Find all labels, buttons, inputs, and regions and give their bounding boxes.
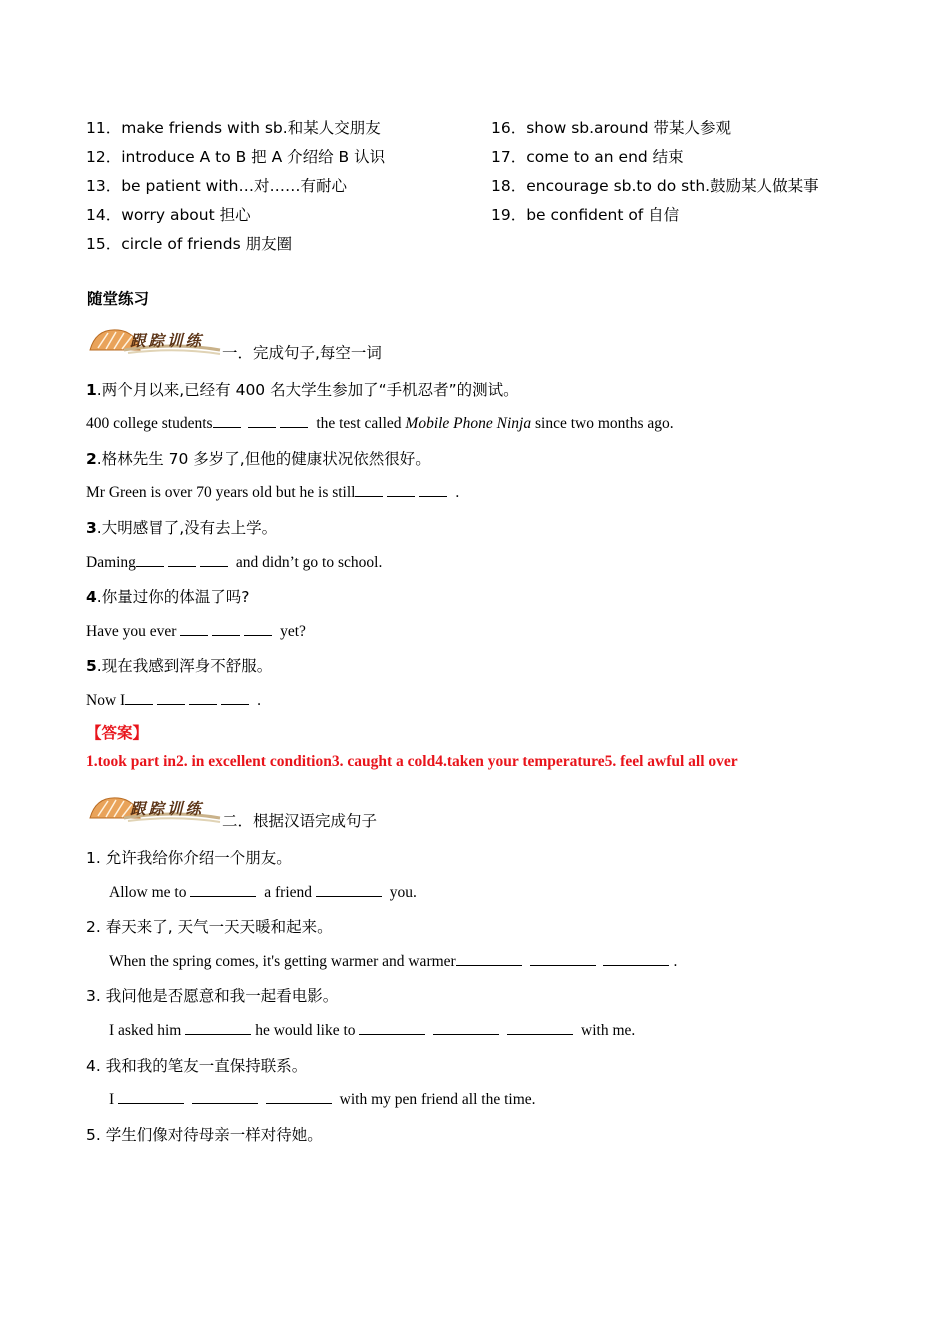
blank[interactable] bbox=[125, 690, 153, 705]
banner-graphic bbox=[84, 788, 224, 826]
blank[interactable] bbox=[212, 621, 240, 636]
q-number: 3 bbox=[86, 519, 97, 537]
blank[interactable] bbox=[244, 621, 272, 636]
vocab-left bbox=[86, 114, 385, 259]
q-text: .现在我感到浑身不舒服。 bbox=[96, 657, 273, 675]
q-number: 2 bbox=[86, 450, 97, 468]
blank[interactable] bbox=[136, 552, 164, 567]
answer-text: 1.took part in2. in excellent condition3. caught a cold4.taken your temperature5. feel awful all over bbox=[86, 753, 738, 770]
sentence-part: with my pen friend all the time. bbox=[339, 1091, 536, 1108]
blank[interactable] bbox=[530, 951, 596, 966]
sentence-part: the test called bbox=[316, 415, 402, 432]
blank[interactable] bbox=[280, 413, 308, 428]
blank[interactable] bbox=[189, 690, 217, 705]
sentence-part: yet? bbox=[280, 623, 306, 640]
vocab-item: 11．make friends with sb.和某人交朋友 bbox=[86, 119, 381, 137]
blank[interactable] bbox=[192, 1089, 258, 1104]
part2-title: 二．根据汉语完成句子 bbox=[222, 812, 378, 830]
blank[interactable] bbox=[180, 621, 208, 636]
p2-q3-chinese: 3. 我问他是否愿意和我一起看电影。 bbox=[86, 987, 339, 1005]
sentence-part: you. bbox=[389, 884, 417, 901]
p2-q1-english bbox=[109, 882, 417, 903]
blank[interactable] bbox=[387, 482, 415, 497]
q-number: 4 bbox=[86, 588, 97, 606]
blank[interactable] bbox=[603, 951, 669, 966]
banner-label: 跟踪训练 bbox=[130, 332, 205, 350]
sentence-part: I asked him bbox=[109, 1022, 182, 1039]
p2-q3-english bbox=[109, 1020, 635, 1041]
blank[interactable] bbox=[157, 690, 185, 705]
p2-q4-chinese: 4. 我和我的笔友一直保持联系。 bbox=[86, 1057, 308, 1075]
q-text: .格林先生 70 多岁了,但他的健康状况依然很好。 bbox=[96, 450, 431, 468]
sentence-part: I bbox=[109, 1091, 115, 1108]
blank[interactable] bbox=[266, 1089, 332, 1104]
q-text: .两个月以来,已经有 400 名大学生参加了“手机忍者”的测试。 bbox=[96, 381, 519, 399]
sentence-part: with me. bbox=[581, 1022, 636, 1039]
blank[interactable] bbox=[359, 1020, 425, 1035]
sentence-part: and didn’t go to school. bbox=[235, 554, 383, 571]
banner-label: 跟踪训练 bbox=[130, 800, 205, 818]
p2-q2-english bbox=[109, 951, 677, 972]
q5-english bbox=[86, 690, 261, 711]
sentence-part: . bbox=[673, 953, 678, 970]
vocab-item: 15．circle of friends 朋友圈 bbox=[86, 235, 293, 253]
blank[interactable] bbox=[248, 413, 276, 428]
sentence-part: . bbox=[455, 484, 460, 501]
q-text: .你量过你的体温了吗? bbox=[96, 588, 250, 606]
section-title: 随堂练习 bbox=[87, 290, 150, 308]
sentence-part: a friend bbox=[264, 884, 313, 901]
q4-chinese bbox=[86, 585, 249, 607]
p2-q5-chinese: 5. 学生们像对待母亲一样对待她。 bbox=[86, 1126, 323, 1144]
blank[interactable] bbox=[190, 882, 256, 897]
sentence-part: he would like to bbox=[255, 1022, 356, 1039]
sentence-part: Mr Green is over 70 years old but he is still bbox=[86, 484, 356, 501]
p2-q4-english bbox=[109, 1089, 536, 1110]
q-number: 1 bbox=[86, 381, 97, 399]
blank[interactable] bbox=[419, 482, 447, 497]
sentence-part: Have you ever bbox=[86, 623, 177, 640]
vocab-item: 14．worry about 担心 bbox=[86, 206, 251, 224]
sentence-part: Daming bbox=[86, 554, 136, 571]
part1-title: 一．完成句子,每空一词 bbox=[222, 344, 382, 362]
blank[interactable] bbox=[200, 552, 228, 567]
q4-english bbox=[86, 621, 306, 642]
vocab-item: 19．be confident of 自信 bbox=[491, 206, 680, 224]
p2-q2-chinese: 2. 春天来了, 天气一天天暖和起来。 bbox=[86, 918, 333, 936]
q3-chinese bbox=[86, 516, 277, 538]
blank[interactable] bbox=[355, 482, 383, 497]
sentence-part: . bbox=[257, 692, 261, 709]
sentence-part: When the spring comes, it's getting warmer and warmer bbox=[109, 953, 456, 970]
vocab-item: 12．introduce A to B 把 A 介绍给 B 认识 bbox=[86, 148, 386, 166]
q2-chinese bbox=[86, 447, 431, 469]
test-name: Mobile Phone Ninja bbox=[405, 415, 532, 432]
vocab-item: 18．encourage sb.to do sth.鼓励某人做某事 bbox=[491, 177, 819, 195]
sentence-part: Now I bbox=[86, 692, 126, 709]
blank[interactable] bbox=[433, 1020, 499, 1035]
blank[interactable] bbox=[316, 882, 382, 897]
sentence-part: Allow me to bbox=[109, 884, 187, 901]
banner-graphic bbox=[84, 320, 224, 358]
vocab-item: 17．come to an end 结束 bbox=[491, 148, 684, 166]
sentence-part: 400 college students bbox=[86, 415, 213, 432]
vocab-item: 16．show sb.around 带某人参观 bbox=[491, 119, 731, 137]
blank[interactable] bbox=[213, 413, 241, 428]
q1-english bbox=[86, 413, 674, 434]
q3-english bbox=[86, 552, 382, 573]
blank[interactable] bbox=[168, 552, 196, 567]
blank[interactable] bbox=[118, 1089, 184, 1104]
q-number: 5 bbox=[86, 657, 97, 675]
q2-english bbox=[86, 482, 459, 503]
blank[interactable] bbox=[507, 1020, 573, 1035]
q1-chinese bbox=[86, 378, 519, 400]
vocab-item: 13．be patient with…对……有耐心 bbox=[86, 177, 347, 195]
blank[interactable] bbox=[456, 951, 522, 966]
vocab-right bbox=[491, 114, 819, 230]
blank[interactable] bbox=[185, 1020, 251, 1035]
p2-q1-chinese: 1. 允许我给你介绍一个朋友。 bbox=[86, 849, 292, 867]
answer-label: 【答案】 bbox=[86, 724, 149, 742]
q5-chinese bbox=[86, 654, 272, 676]
q-text: .大明感冒了,没有去上学。 bbox=[96, 519, 278, 537]
blank[interactable] bbox=[221, 690, 249, 705]
sentence-part: since two months ago. bbox=[534, 415, 674, 432]
